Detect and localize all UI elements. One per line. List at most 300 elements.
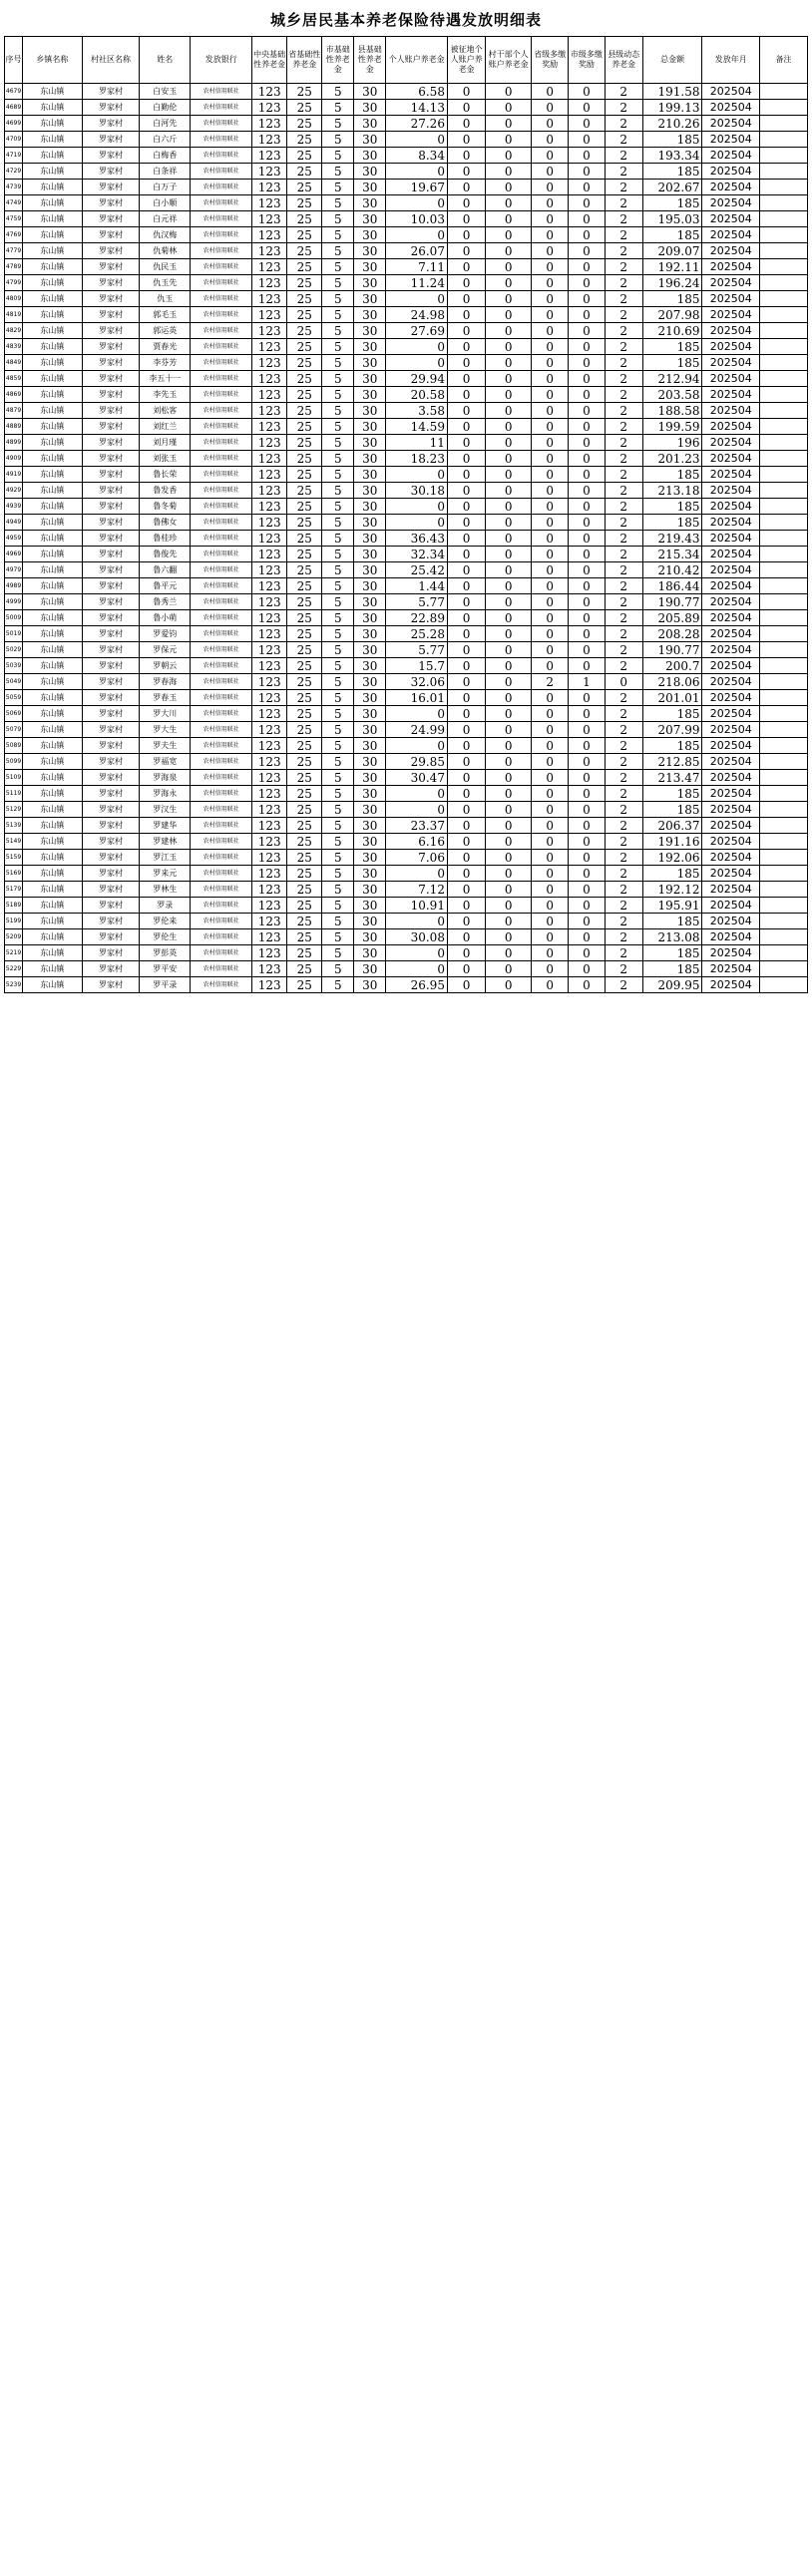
- name-cell: 鲁俊先: [140, 547, 191, 562]
- province-pension-cell: 25: [287, 850, 322, 866]
- note-cell: [759, 818, 807, 834]
- cadre-account-cell: 0: [486, 786, 532, 802]
- province-pension-cell: 25: [287, 547, 322, 562]
- province-pension-cell: 25: [287, 451, 322, 467]
- personal-account-cell: 24.99: [386, 722, 448, 738]
- province-pension-cell: 25: [287, 323, 322, 339]
- note-cell: [759, 834, 807, 850]
- personal-account-cell: 19.67: [386, 180, 448, 195]
- cadre-account-cell: 0: [486, 148, 532, 164]
- pay-month-cell: 202504: [702, 515, 760, 531]
- village-cell: 罗家村: [82, 307, 140, 323]
- name-cell: 罗伦来: [140, 914, 191, 929]
- province-bonus-cell: 0: [532, 419, 569, 435]
- name-cell: 白条祥: [140, 164, 191, 180]
- county-pension-cell: 30: [354, 626, 386, 642]
- table-row: [5, 866, 808, 882]
- column-header: 县级动态养老金: [605, 37, 642, 84]
- seq-cell: 5169: [5, 866, 23, 882]
- pay-month-cell: 202504: [702, 882, 760, 898]
- city-bonus-cell: 0: [569, 547, 605, 562]
- pay-month-cell: 202504: [702, 594, 760, 610]
- total-amount-cell: 188.58: [642, 403, 702, 419]
- province-bonus-cell: 0: [532, 499, 569, 515]
- table-row: [5, 259, 808, 275]
- cadre-account-cell: 0: [486, 339, 532, 355]
- county-dynamic-cell: 2: [605, 961, 642, 977]
- county-dynamic-cell: 2: [605, 435, 642, 451]
- province-bonus-cell: 0: [532, 259, 569, 275]
- county-dynamic-cell: 2: [605, 945, 642, 961]
- province-pension-cell: 25: [287, 562, 322, 578]
- village-cell: 罗家村: [82, 275, 140, 291]
- personal-account-cell: 29.94: [386, 371, 448, 387]
- name-cell: 罗林生: [140, 882, 191, 898]
- pay-month-cell: 202504: [702, 164, 760, 180]
- province-pension-cell: 25: [287, 499, 322, 515]
- central-pension-cell: 123: [252, 977, 287, 993]
- city-pension-cell: 5: [322, 658, 354, 674]
- seq-cell: 5239: [5, 977, 23, 993]
- county-pension-cell: 30: [354, 738, 386, 754]
- county-pension-cell: 30: [354, 898, 386, 914]
- pay-month-cell: 202504: [702, 259, 760, 275]
- name-cell: 鲁六翻: [140, 562, 191, 578]
- county-dynamic-cell: 0: [605, 674, 642, 690]
- town-cell: 东山镇: [23, 164, 83, 180]
- name-cell: 罗平安: [140, 961, 191, 977]
- note-cell: [759, 227, 807, 243]
- land-account-cell: 0: [447, 180, 485, 195]
- county-pension-cell: 30: [354, 578, 386, 594]
- personal-account-cell: 22.89: [386, 610, 448, 626]
- city-bonus-cell: 0: [569, 914, 605, 929]
- total-amount-cell: 191.58: [642, 84, 702, 100]
- name-cell: 罗伦生: [140, 929, 191, 945]
- province-pension-cell: 25: [287, 531, 322, 547]
- province-bonus-cell: 0: [532, 882, 569, 898]
- bank-cell: 农村信用联社: [191, 467, 252, 483]
- city-pension-cell: 5: [322, 116, 354, 132]
- seq-cell: 4969: [5, 547, 23, 562]
- city-pension-cell: 5: [322, 977, 354, 993]
- central-pension-cell: 123: [252, 227, 287, 243]
- cadre-account-cell: 0: [486, 307, 532, 323]
- town-cell: 东山镇: [23, 275, 83, 291]
- note-cell: [759, 642, 807, 658]
- bank-cell: 农村信用联社: [191, 451, 252, 467]
- land-account-cell: 0: [447, 594, 485, 610]
- county-dynamic-cell: 2: [605, 786, 642, 802]
- cadre-account-cell: 0: [486, 451, 532, 467]
- cadre-account-cell: 0: [486, 818, 532, 834]
- table-row: [5, 323, 808, 339]
- total-amount-cell: 185: [642, 802, 702, 818]
- table-row: [5, 84, 808, 100]
- province-pension-cell: 25: [287, 467, 322, 483]
- name-cell: 白河先: [140, 116, 191, 132]
- note-cell: [759, 929, 807, 945]
- county-dynamic-cell: 2: [605, 531, 642, 547]
- province-pension-cell: 25: [287, 626, 322, 642]
- town-cell: 东山镇: [23, 116, 83, 132]
- province-bonus-cell: 0: [532, 961, 569, 977]
- land-account-cell: 0: [447, 227, 485, 243]
- province-bonus-cell: 0: [532, 195, 569, 211]
- central-pension-cell: 123: [252, 403, 287, 419]
- city-pension-cell: 5: [322, 594, 354, 610]
- seq-cell: 4739: [5, 180, 23, 195]
- city-pension-cell: 5: [322, 834, 354, 850]
- personal-account-cell: 23.37: [386, 818, 448, 834]
- land-account-cell: 0: [447, 578, 485, 594]
- town-cell: 东山镇: [23, 674, 83, 690]
- seq-cell: 4879: [5, 403, 23, 419]
- city-pension-cell: 5: [322, 84, 354, 100]
- city-pension-cell: 5: [322, 866, 354, 882]
- county-pension-cell: 30: [354, 387, 386, 403]
- city-pension-cell: 5: [322, 211, 354, 227]
- town-cell: 东山镇: [23, 818, 83, 834]
- province-pension-cell: 25: [287, 706, 322, 722]
- cadre-account-cell: 0: [486, 371, 532, 387]
- column-header: 乡镇名称: [23, 37, 83, 84]
- county-pension-cell: 30: [354, 977, 386, 993]
- county-pension-cell: 30: [354, 674, 386, 690]
- province-bonus-cell: 0: [532, 562, 569, 578]
- county-pension-cell: 30: [354, 594, 386, 610]
- city-pension-cell: 5: [322, 403, 354, 419]
- village-cell: 罗家村: [82, 116, 140, 132]
- city-bonus-cell: 0: [569, 499, 605, 515]
- bank-cell: 农村信用联社: [191, 706, 252, 722]
- personal-account-cell: 30.18: [386, 483, 448, 499]
- note-cell: [759, 275, 807, 291]
- seq-cell: 5129: [5, 802, 23, 818]
- total-amount-cell: 196: [642, 435, 702, 451]
- personal-account-cell: 0: [386, 961, 448, 977]
- town-cell: 东山镇: [23, 690, 83, 706]
- county-dynamic-cell: 2: [605, 164, 642, 180]
- central-pension-cell: 123: [252, 451, 287, 467]
- cadre-account-cell: 0: [486, 211, 532, 227]
- seq-cell: 5039: [5, 658, 23, 674]
- city-bonus-cell: 0: [569, 164, 605, 180]
- central-pension-cell: 123: [252, 180, 287, 195]
- seq-cell: 4679: [5, 84, 23, 100]
- total-amount-cell: 213.08: [642, 929, 702, 945]
- bank-cell: 农村信用联社: [191, 323, 252, 339]
- cadre-account-cell: 0: [486, 483, 532, 499]
- village-cell: 罗家村: [82, 100, 140, 116]
- land-account-cell: 0: [447, 658, 485, 674]
- total-amount-cell: 218.06: [642, 674, 702, 690]
- note-cell: [759, 770, 807, 786]
- name-cell: 贾春光: [140, 339, 191, 355]
- province-pension-cell: 25: [287, 690, 322, 706]
- city-bonus-cell: 0: [569, 658, 605, 674]
- town-cell: 东山镇: [23, 898, 83, 914]
- city-pension-cell: 5: [322, 722, 354, 738]
- central-pension-cell: 123: [252, 164, 287, 180]
- province-pension-cell: 25: [287, 642, 322, 658]
- note-cell: [759, 674, 807, 690]
- central-pension-cell: 123: [252, 371, 287, 387]
- pay-month-cell: 202504: [702, 786, 760, 802]
- land-account-cell: 0: [447, 722, 485, 738]
- town-cell: 东山镇: [23, 435, 83, 451]
- land-account-cell: 0: [447, 307, 485, 323]
- village-cell: 罗家村: [82, 515, 140, 531]
- pay-month-cell: 202504: [702, 531, 760, 547]
- village-cell: 罗家村: [82, 323, 140, 339]
- city-pension-cell: 5: [322, 164, 354, 180]
- table-row: [5, 850, 808, 866]
- village-cell: 罗家村: [82, 227, 140, 243]
- seq-cell: 5209: [5, 929, 23, 945]
- land-account-cell: 0: [447, 929, 485, 945]
- province-bonus-cell: 0: [532, 371, 569, 387]
- county-dynamic-cell: 2: [605, 195, 642, 211]
- village-cell: 罗家村: [82, 786, 140, 802]
- name-cell: 罗大生: [140, 722, 191, 738]
- county-pension-cell: 30: [354, 658, 386, 674]
- province-bonus-cell: 0: [532, 227, 569, 243]
- city-bonus-cell: 0: [569, 116, 605, 132]
- town-cell: 东山镇: [23, 547, 83, 562]
- bank-cell: 农村信用联社: [191, 387, 252, 403]
- cadre-account-cell: 0: [486, 642, 532, 658]
- bank-cell: 农村信用联社: [191, 594, 252, 610]
- land-account-cell: 0: [447, 945, 485, 961]
- city-pension-cell: 5: [322, 243, 354, 259]
- city-bonus-cell: 0: [569, 371, 605, 387]
- cadre-account-cell: 0: [486, 531, 532, 547]
- cadre-account-cell: 0: [486, 116, 532, 132]
- table-row: [5, 945, 808, 961]
- village-cell: 罗家村: [82, 578, 140, 594]
- note-cell: [759, 786, 807, 802]
- province-pension-cell: 25: [287, 339, 322, 355]
- province-bonus-cell: 0: [532, 84, 569, 100]
- pay-month-cell: 202504: [702, 642, 760, 658]
- county-pension-cell: 30: [354, 132, 386, 148]
- city-bonus-cell: 0: [569, 642, 605, 658]
- bank-cell: 农村信用联社: [191, 403, 252, 419]
- county-pension-cell: 30: [354, 834, 386, 850]
- table-row: [5, 626, 808, 642]
- pay-month-cell: 202504: [702, 658, 760, 674]
- city-pension-cell: 5: [322, 818, 354, 834]
- city-pension-cell: 5: [322, 323, 354, 339]
- central-pension-cell: 123: [252, 259, 287, 275]
- personal-account-cell: 26.07: [386, 243, 448, 259]
- cadre-account-cell: 0: [486, 180, 532, 195]
- land-account-cell: 0: [447, 211, 485, 227]
- city-bonus-cell: 0: [569, 243, 605, 259]
- county-pension-cell: 30: [354, 419, 386, 435]
- personal-account-cell: 10.03: [386, 211, 448, 227]
- province-bonus-cell: 0: [532, 914, 569, 929]
- village-cell: 罗家村: [82, 339, 140, 355]
- total-amount-cell: 210.26: [642, 116, 702, 132]
- personal-account-cell: 7.12: [386, 882, 448, 898]
- province-bonus-cell: 0: [532, 945, 569, 961]
- town-cell: 东山镇: [23, 291, 83, 307]
- personal-account-cell: 24.98: [386, 307, 448, 323]
- province-pension-cell: 25: [287, 259, 322, 275]
- total-amount-cell: 213.47: [642, 770, 702, 786]
- town-cell: 东山镇: [23, 945, 83, 961]
- table-row: [5, 690, 808, 706]
- village-cell: 罗家村: [82, 929, 140, 945]
- county-dynamic-cell: 2: [605, 180, 642, 195]
- table-row: [5, 243, 808, 259]
- total-amount-cell: 185: [642, 339, 702, 355]
- central-pension-cell: 123: [252, 802, 287, 818]
- county-dynamic-cell: 2: [605, 467, 642, 483]
- central-pension-cell: 123: [252, 674, 287, 690]
- city-pension-cell: 5: [322, 547, 354, 562]
- village-cell: 罗家村: [82, 291, 140, 307]
- central-pension-cell: 123: [252, 945, 287, 961]
- city-pension-cell: 5: [322, 531, 354, 547]
- cadre-account-cell: 0: [486, 227, 532, 243]
- bank-cell: 农村信用联社: [191, 738, 252, 754]
- pay-month-cell: 202504: [702, 195, 760, 211]
- land-account-cell: 0: [447, 499, 485, 515]
- land-account-cell: 0: [447, 977, 485, 993]
- city-pension-cell: 5: [322, 802, 354, 818]
- county-pension-cell: 30: [354, 706, 386, 722]
- pay-month-cell: 202504: [702, 898, 760, 914]
- seq-cell: 4849: [5, 355, 23, 371]
- bank-cell: 农村信用联社: [191, 499, 252, 515]
- seq-cell: 4819: [5, 307, 23, 323]
- total-amount-cell: 192.11: [642, 259, 702, 275]
- land-account-cell: 0: [447, 467, 485, 483]
- county-pension-cell: 30: [354, 84, 386, 100]
- personal-account-cell: 0: [386, 914, 448, 929]
- land-account-cell: 0: [447, 642, 485, 658]
- city-bonus-cell: 0: [569, 977, 605, 993]
- village-cell: 罗家村: [82, 802, 140, 818]
- note-cell: [759, 690, 807, 706]
- central-pension-cell: 123: [252, 562, 287, 578]
- city-pension-cell: 5: [322, 754, 354, 770]
- cadre-account-cell: 0: [486, 754, 532, 770]
- note-cell: [759, 914, 807, 929]
- name-cell: 仇汉梅: [140, 227, 191, 243]
- city-pension-cell: 5: [322, 882, 354, 898]
- name-cell: 罗江玉: [140, 850, 191, 866]
- town-cell: 东山镇: [23, 339, 83, 355]
- seq-cell: 5099: [5, 754, 23, 770]
- pay-month-cell: 202504: [702, 355, 760, 371]
- village-cell: 罗家村: [82, 914, 140, 929]
- bank-cell: 农村信用联社: [191, 658, 252, 674]
- county-pension-cell: 30: [354, 690, 386, 706]
- personal-account-cell: 10.91: [386, 898, 448, 914]
- land-account-cell: 0: [447, 850, 485, 866]
- county-dynamic-cell: 2: [605, 387, 642, 403]
- column-header: 备注: [759, 37, 807, 84]
- central-pension-cell: 123: [252, 898, 287, 914]
- pay-month-cell: 202504: [702, 578, 760, 594]
- table-row: [5, 722, 808, 738]
- province-bonus-cell: 0: [532, 610, 569, 626]
- pay-month-cell: 202504: [702, 435, 760, 451]
- land-account-cell: 0: [447, 291, 485, 307]
- pay-month-cell: 202504: [702, 690, 760, 706]
- province-pension-cell: 25: [287, 977, 322, 993]
- land-account-cell: 0: [447, 84, 485, 100]
- name-cell: 罗建林: [140, 834, 191, 850]
- pay-month-cell: 202504: [702, 387, 760, 403]
- county-dynamic-cell: 2: [605, 499, 642, 515]
- central-pension-cell: 123: [252, 100, 287, 116]
- bank-cell: 农村信用联社: [191, 195, 252, 211]
- province-bonus-cell: 0: [532, 435, 569, 451]
- land-account-cell: 0: [447, 626, 485, 642]
- city-pension-cell: 5: [322, 132, 354, 148]
- table-row: [5, 387, 808, 403]
- land-account-cell: 0: [447, 531, 485, 547]
- bank-cell: 农村信用联社: [191, 690, 252, 706]
- table-row: [5, 562, 808, 578]
- pay-month-cell: 202504: [702, 914, 760, 929]
- cadre-account-cell: 0: [486, 499, 532, 515]
- total-amount-cell: 207.98: [642, 307, 702, 323]
- personal-account-cell: 29.85: [386, 754, 448, 770]
- bank-cell: 农村信用联社: [191, 866, 252, 882]
- city-pension-cell: 5: [322, 195, 354, 211]
- bank-cell: 农村信用联社: [191, 977, 252, 993]
- cadre-account-cell: 0: [486, 961, 532, 977]
- personal-account-cell: 36.43: [386, 531, 448, 547]
- bank-cell: 农村信用联社: [191, 547, 252, 562]
- village-cell: 罗家村: [82, 195, 140, 211]
- land-account-cell: 0: [447, 403, 485, 419]
- bank-cell: 农村信用联社: [191, 929, 252, 945]
- province-pension-cell: 25: [287, 243, 322, 259]
- central-pension-cell: 123: [252, 211, 287, 227]
- pay-month-cell: 202504: [702, 610, 760, 626]
- table-row: [5, 674, 808, 690]
- table-row: [5, 706, 808, 722]
- county-pension-cell: 30: [354, 227, 386, 243]
- name-cell: 鲁平元: [140, 578, 191, 594]
- total-amount-cell: 201.23: [642, 451, 702, 467]
- city-bonus-cell: 0: [569, 610, 605, 626]
- county-pension-cell: 30: [354, 499, 386, 515]
- town-cell: 东山镇: [23, 626, 83, 642]
- personal-account-cell: 0: [386, 945, 448, 961]
- cadre-account-cell: 0: [486, 323, 532, 339]
- central-pension-cell: 123: [252, 642, 287, 658]
- total-amount-cell: 209.07: [642, 243, 702, 259]
- central-pension-cell: 123: [252, 515, 287, 531]
- province-bonus-cell: 0: [532, 706, 569, 722]
- village-cell: 罗家村: [82, 180, 140, 195]
- town-cell: 东山镇: [23, 499, 83, 515]
- province-pension-cell: 25: [287, 132, 322, 148]
- note-cell: [759, 259, 807, 275]
- land-account-cell: 0: [447, 419, 485, 435]
- province-bonus-cell: 0: [532, 977, 569, 993]
- town-cell: 东山镇: [23, 594, 83, 610]
- city-bonus-cell: 0: [569, 961, 605, 977]
